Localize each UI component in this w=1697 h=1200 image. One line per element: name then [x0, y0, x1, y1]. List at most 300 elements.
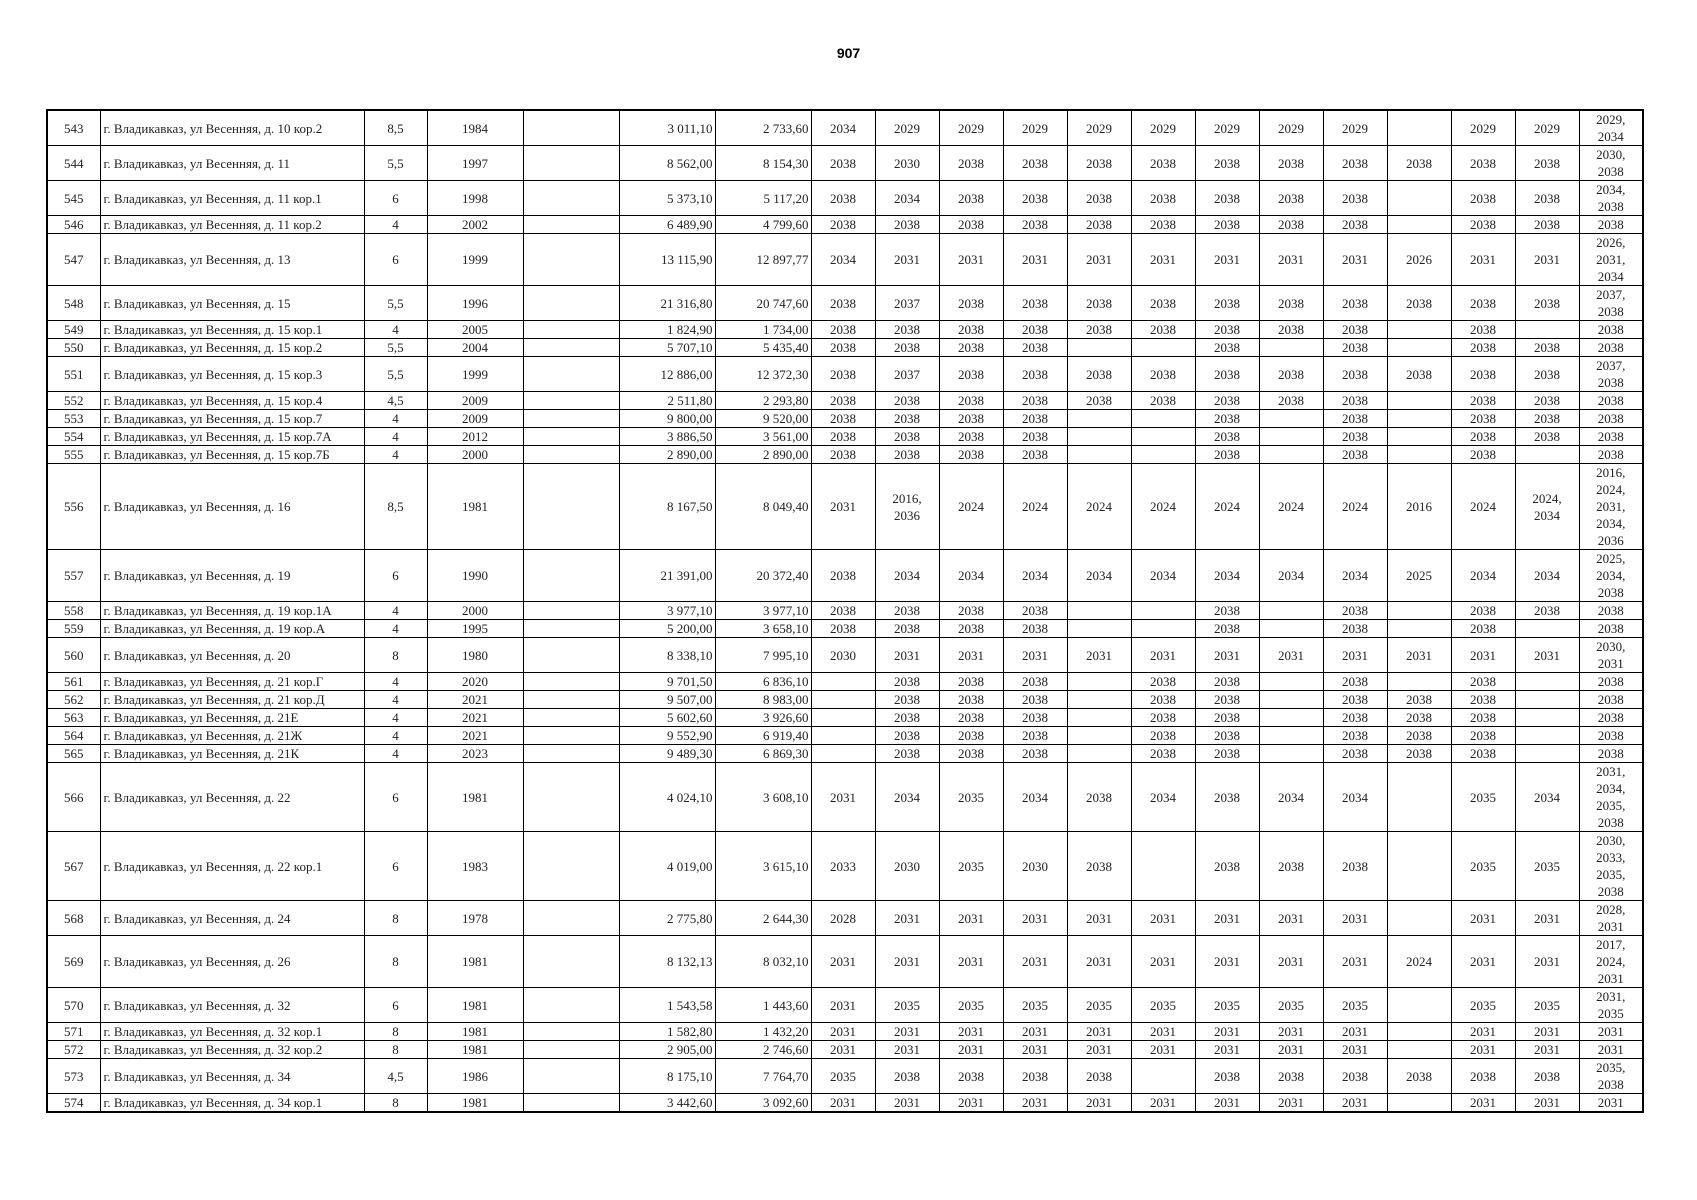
- work-year-cell: 2038: [1451, 428, 1515, 446]
- build-year-cell: 1981: [427, 936, 523, 988]
- row-number-cell: 546: [47, 216, 100, 234]
- work-year-cell: 2038: [939, 428, 1003, 446]
- total-area-cell: 2 905,00: [619, 1041, 715, 1059]
- work-year-cell: [1131, 446, 1195, 464]
- work-year-cell: 2038: [1451, 286, 1515, 321]
- work-year-cell: 2031: [939, 936, 1003, 988]
- work-year-cell: 2029: [875, 110, 939, 146]
- work-year-cell: 2038: [1067, 763, 1131, 832]
- work-year-cell: 2038: [1451, 709, 1515, 727]
- work-year-cell: 2038: [1579, 709, 1643, 727]
- total-area-cell: 8 562,00: [619, 146, 715, 181]
- work-year-cell: 2038: [811, 321, 875, 339]
- work-year-cell: [811, 673, 875, 691]
- address-cell: г. Владикавказ, ул Весенняя, д. 21 кор.Г: [100, 673, 364, 691]
- work-year-cell: 2038: [1515, 339, 1579, 357]
- work-year-cell: 2038: [811, 428, 875, 446]
- work-year-cell: 2035: [811, 1059, 875, 1094]
- work-year-cell: 2038: [811, 216, 875, 234]
- build-year-cell: 1996: [427, 286, 523, 321]
- work-year-cell: 2031: [1131, 936, 1195, 988]
- floors-cell: 4,5: [364, 1059, 427, 1094]
- living-area-cell: 2 890,00: [715, 446, 811, 464]
- floors-cell: 4: [364, 673, 427, 691]
- work-year-cell: 2038: [1323, 357, 1387, 392]
- address-cell: г. Владикавказ, ул Весенняя, д. 21Е: [100, 709, 364, 727]
- work-year-cell: 2037, 2038: [1579, 286, 1643, 321]
- work-year-cell: 2035: [1515, 988, 1579, 1023]
- living-area-cell: 3 608,10: [715, 763, 811, 832]
- work-year-cell: 2038: [1195, 146, 1259, 181]
- work-year-cell: 2029: [1003, 110, 1067, 146]
- blank-cell: [523, 620, 619, 638]
- work-year-cell: 2035: [1259, 988, 1323, 1023]
- work-year-cell: 2038: [1259, 357, 1323, 392]
- work-year-cell: 2038: [1067, 286, 1131, 321]
- work-year-cell: 2038: [1515, 392, 1579, 410]
- work-year-cell: [1515, 709, 1579, 727]
- work-year-cell: 2034: [1451, 550, 1515, 602]
- work-year-cell: 2038: [1579, 410, 1643, 428]
- work-year-cell: 2038: [1579, 620, 1643, 638]
- floors-cell: 4: [364, 428, 427, 446]
- table-row: [47, 357, 1643, 392]
- build-year-cell: 1981: [427, 1041, 523, 1059]
- work-year-cell: 2024: [939, 464, 1003, 550]
- total-area-cell: 9 701,50: [619, 673, 715, 691]
- total-area-cell: 3 886,50: [619, 428, 715, 446]
- work-year-cell: [1067, 727, 1131, 745]
- work-year-cell: 2038: [875, 339, 939, 357]
- work-year-cell: 2038: [1195, 339, 1259, 357]
- work-year-cell: 2038: [1003, 727, 1067, 745]
- work-year-cell: [1515, 321, 1579, 339]
- work-year-cell: 2038: [1003, 1059, 1067, 1094]
- work-year-cell: 2031: [1451, 901, 1515, 936]
- work-year-cell: [1387, 901, 1451, 936]
- blank-cell: [523, 1041, 619, 1059]
- work-year-cell: [811, 727, 875, 745]
- work-year-cell: [1259, 339, 1323, 357]
- work-year-cell: 2031: [939, 638, 1003, 673]
- work-year-cell: 2034: [1259, 550, 1323, 602]
- row-number-cell: 572: [47, 1041, 100, 1059]
- work-year-cell: 2031: [1067, 1023, 1131, 1041]
- work-year-cell: 2029: [1131, 110, 1195, 146]
- total-area-cell: 1 824,90: [619, 321, 715, 339]
- work-year-cell: [1515, 446, 1579, 464]
- living-area-cell: 20 372,40: [715, 550, 811, 602]
- work-year-cell: [1387, 673, 1451, 691]
- work-year-cell: 2024: [1195, 464, 1259, 550]
- row-number-cell: 548: [47, 286, 100, 321]
- blank-cell: [523, 901, 619, 936]
- work-year-cell: 2031: [1259, 1041, 1323, 1059]
- address-cell: г. Владикавказ, ул Весенняя, д. 15 кор.1: [100, 321, 364, 339]
- address-cell: г. Владикавказ, ул Весенняя, д. 34 кор.1: [100, 1094, 364, 1113]
- work-year-cell: 2030: [875, 146, 939, 181]
- work-year-cell: 2031: [1195, 638, 1259, 673]
- work-year-cell: 2016, 2036: [875, 464, 939, 550]
- build-year-cell: 1984: [427, 110, 523, 146]
- work-year-cell: 2038: [811, 550, 875, 602]
- work-year-cell: 2035, 2038: [1579, 1059, 1643, 1094]
- table-row: [47, 691, 1643, 709]
- work-year-cell: 2031: [1515, 1041, 1579, 1059]
- work-year-cell: 2033: [811, 832, 875, 901]
- work-year-cell: 2031: [875, 234, 939, 286]
- build-year-cell: 1999: [427, 234, 523, 286]
- row-number-cell: 556: [47, 464, 100, 550]
- work-year-cell: 2031: [1067, 1094, 1131, 1113]
- build-year-cell: 1981: [427, 988, 523, 1023]
- work-year-cell: 2038: [875, 1059, 939, 1094]
- work-year-cell: 2035: [1451, 988, 1515, 1023]
- table-row: [47, 936, 1643, 988]
- work-year-cell: [1067, 410, 1131, 428]
- work-year-cell: 2031: [1131, 1041, 1195, 1059]
- work-year-cell: [1067, 673, 1131, 691]
- work-year-cell: 2031: [811, 936, 875, 988]
- work-year-cell: 2031: [1323, 1023, 1387, 1041]
- floors-cell: 6: [364, 832, 427, 901]
- work-year-cell: 2031: [1195, 936, 1259, 988]
- floors-cell: 4: [364, 321, 427, 339]
- work-year-cell: 2038: [811, 286, 875, 321]
- work-year-cell: 2031: [939, 1094, 1003, 1113]
- work-year-cell: 2031: [1003, 936, 1067, 988]
- work-year-cell: 2038: [1323, 392, 1387, 410]
- work-year-cell: 2035: [1515, 832, 1579, 901]
- floors-cell: 4: [364, 709, 427, 727]
- work-year-cell: 2038: [939, 216, 1003, 234]
- work-year-cell: 2038: [1067, 181, 1131, 216]
- work-year-cell: 2038: [939, 709, 1003, 727]
- work-year-cell: 2038: [1579, 602, 1643, 620]
- work-year-cell: 2038: [875, 410, 939, 428]
- total-area-cell: 12 886,00: [619, 357, 715, 392]
- work-year-cell: 2031: [1067, 901, 1131, 936]
- work-year-cell: [811, 709, 875, 727]
- floors-cell: 4: [364, 446, 427, 464]
- total-area-cell: 21 391,00: [619, 550, 715, 602]
- table-row: [47, 709, 1643, 727]
- work-year-cell: 2031: [1067, 1041, 1131, 1059]
- blank-cell: [523, 357, 619, 392]
- work-year-cell: 2031: [1131, 901, 1195, 936]
- work-year-cell: 2038: [1387, 691, 1451, 709]
- address-cell: г. Владикавказ, ул Весенняя, д. 11 кор.2: [100, 216, 364, 234]
- work-year-cell: 2037: [875, 286, 939, 321]
- work-year-cell: 2031: [875, 1041, 939, 1059]
- work-year-cell: 2024: [1131, 464, 1195, 550]
- work-year-cell: 2038: [1003, 286, 1067, 321]
- work-year-cell: 2030, 2031: [1579, 638, 1643, 673]
- work-year-cell: 2038: [1579, 727, 1643, 745]
- work-year-cell: 2034: [1195, 550, 1259, 602]
- work-year-cell: 2038: [811, 620, 875, 638]
- work-year-cell: [1067, 339, 1131, 357]
- work-year-cell: 2031: [1515, 936, 1579, 988]
- work-year-cell: 2038: [1003, 446, 1067, 464]
- work-year-cell: 2038: [939, 339, 1003, 357]
- build-year-cell: 2000: [427, 446, 523, 464]
- work-year-cell: 2038: [1323, 673, 1387, 691]
- work-year-cell: 2034: [1515, 550, 1579, 602]
- work-year-cell: 2038: [939, 727, 1003, 745]
- row-number-cell: 571: [47, 1023, 100, 1041]
- living-area-cell: 8 049,40: [715, 464, 811, 550]
- build-year-cell: 2021: [427, 727, 523, 745]
- floors-cell: 4: [364, 727, 427, 745]
- work-year-cell: 2031: [1003, 901, 1067, 936]
- work-year-cell: 2038: [875, 691, 939, 709]
- work-year-cell: 2031: [1259, 638, 1323, 673]
- work-year-cell: 2031: [1451, 1094, 1515, 1113]
- living-area-cell: 2 733,60: [715, 110, 811, 146]
- table-row: [47, 1094, 1643, 1113]
- work-year-cell: 2038: [939, 602, 1003, 620]
- table-row: [47, 286, 1643, 321]
- work-year-cell: 2038: [1131, 691, 1195, 709]
- work-year-cell: 2038: [939, 286, 1003, 321]
- work-year-cell: 2038: [1579, 446, 1643, 464]
- blank-cell: [523, 709, 619, 727]
- work-year-cell: 2038: [1451, 727, 1515, 745]
- build-year-cell: 2023: [427, 745, 523, 763]
- work-year-cell: 2034: [1131, 763, 1195, 832]
- work-year-cell: 2031: [939, 234, 1003, 286]
- work-year-cell: 2031: [1131, 234, 1195, 286]
- work-year-cell: 2031: [1195, 1023, 1259, 1041]
- floors-cell: 5,5: [364, 357, 427, 392]
- blank-cell: [523, 602, 619, 620]
- work-year-cell: 2038: [1515, 216, 1579, 234]
- total-area-cell: 5 602,60: [619, 709, 715, 727]
- work-year-cell: 2038: [811, 339, 875, 357]
- work-year-cell: 2038: [1131, 392, 1195, 410]
- work-year-cell: [1259, 410, 1323, 428]
- work-year-cell: 2029: [1323, 110, 1387, 146]
- floors-cell: 5,5: [364, 339, 427, 357]
- work-year-cell: 2026, 2031, 2034: [1579, 234, 1643, 286]
- work-year-cell: 2038: [1067, 392, 1131, 410]
- work-year-cell: 2024: [1387, 936, 1451, 988]
- work-year-cell: [1067, 745, 1131, 763]
- work-year-cell: 2031: [811, 1041, 875, 1059]
- floors-cell: 6: [364, 988, 427, 1023]
- blank-cell: [523, 110, 619, 146]
- work-year-cell: 2035: [939, 832, 1003, 901]
- work-year-cell: 2038: [1451, 691, 1515, 709]
- total-area-cell: 8 175,10: [619, 1059, 715, 1094]
- work-year-cell: [1259, 745, 1323, 763]
- work-year-cell: 2038: [1323, 216, 1387, 234]
- work-year-cell: 2031: [1451, 1023, 1515, 1041]
- build-year-cell: 1986: [427, 1059, 523, 1094]
- work-year-cell: 2038: [1003, 392, 1067, 410]
- work-year-cell: 2037, 2038: [1579, 357, 1643, 392]
- work-year-cell: 2038: [811, 146, 875, 181]
- total-area-cell: 6 489,90: [619, 216, 715, 234]
- work-year-cell: 2034: [875, 763, 939, 832]
- total-area-cell: 8 132,13: [619, 936, 715, 988]
- work-year-cell: 2038: [1451, 410, 1515, 428]
- work-year-cell: 2038: [1579, 216, 1643, 234]
- work-year-cell: 2038: [1323, 446, 1387, 464]
- work-year-cell: 2035: [1003, 988, 1067, 1023]
- work-year-cell: 2038: [1067, 321, 1131, 339]
- work-year-cell: 2031, 2035: [1579, 988, 1643, 1023]
- build-year-cell: 1981: [427, 1023, 523, 1041]
- address-cell: г. Владикавказ, ул Весенняя, д. 22 кор.1: [100, 832, 364, 901]
- floors-cell: 8,5: [364, 110, 427, 146]
- floors-cell: 8: [364, 1023, 427, 1041]
- work-year-cell: 2035: [1451, 832, 1515, 901]
- work-year-cell: 2038: [1195, 286, 1259, 321]
- table-row: [47, 673, 1643, 691]
- work-year-cell: 2031: [875, 901, 939, 936]
- work-year-cell: 2038: [1067, 146, 1131, 181]
- total-area-cell: 8 167,50: [619, 464, 715, 550]
- row-number-cell: 562: [47, 691, 100, 709]
- living-area-cell: 2 644,30: [715, 901, 811, 936]
- row-number-cell: 552: [47, 392, 100, 410]
- work-year-cell: [1387, 602, 1451, 620]
- living-area-cell: 3 658,10: [715, 620, 811, 638]
- row-number-cell: 551: [47, 357, 100, 392]
- living-area-cell: 8 154,30: [715, 146, 811, 181]
- row-number-cell: 569: [47, 936, 100, 988]
- work-year-cell: 2038: [875, 216, 939, 234]
- living-area-cell: 1 734,00: [715, 321, 811, 339]
- work-year-cell: 2029: [1195, 110, 1259, 146]
- work-year-cell: 2031: [1323, 1041, 1387, 1059]
- work-year-cell: 2038: [1579, 321, 1643, 339]
- work-year-cell: 2038: [1195, 709, 1259, 727]
- work-year-cell: 2035: [875, 988, 939, 1023]
- table-row: [47, 339, 1643, 357]
- work-year-cell: 2017, 2024, 2031: [1579, 936, 1643, 988]
- work-year-cell: 2034: [1003, 763, 1067, 832]
- work-year-cell: 2031: [1259, 234, 1323, 286]
- work-year-cell: 2038: [1323, 709, 1387, 727]
- work-year-cell: 2034: [1131, 550, 1195, 602]
- row-number-cell: 561: [47, 673, 100, 691]
- blank-cell: [523, 321, 619, 339]
- table-row: [47, 428, 1643, 446]
- work-year-cell: 2031: [1003, 1023, 1067, 1041]
- work-year-cell: 2031: [1259, 1094, 1323, 1113]
- living-area-cell: 5 117,20: [715, 181, 811, 216]
- work-year-cell: 2038: [1323, 339, 1387, 357]
- address-cell: г. Владикавказ, ул Весенняя, д. 15 кор.3: [100, 357, 364, 392]
- address-cell: г. Владикавказ, ул Весенняя, д. 11: [100, 146, 364, 181]
- blank-cell: [523, 410, 619, 428]
- work-year-cell: 2038: [1003, 428, 1067, 446]
- work-year-cell: 2031: [1131, 1094, 1195, 1113]
- blank-cell: [523, 763, 619, 832]
- table-row: [47, 446, 1643, 464]
- address-cell: г. Владикавказ, ул Весенняя, д. 15 кор.7: [100, 410, 364, 428]
- work-year-cell: 2038: [1259, 181, 1323, 216]
- work-year-cell: 2038: [1003, 146, 1067, 181]
- build-year-cell: 1983: [427, 832, 523, 901]
- table-row: [47, 146, 1643, 181]
- work-year-cell: [1515, 727, 1579, 745]
- work-year-cell: [1387, 339, 1451, 357]
- work-year-cell: 2038: [1003, 673, 1067, 691]
- work-year-cell: 2038: [1451, 321, 1515, 339]
- work-year-cell: 2031: [1259, 936, 1323, 988]
- address-cell: г. Владикавказ, ул Весенняя, д. 13: [100, 234, 364, 286]
- work-year-cell: [1131, 1059, 1195, 1094]
- work-year-cell: [1131, 428, 1195, 446]
- row-number-cell: 553: [47, 410, 100, 428]
- work-year-cell: 2031: [1003, 1041, 1067, 1059]
- living-area-cell: 4 799,60: [715, 216, 811, 234]
- work-year-cell: [1515, 691, 1579, 709]
- work-year-cell: 2038: [1515, 428, 1579, 446]
- build-year-cell: 1998: [427, 181, 523, 216]
- address-cell: г. Владикавказ, ул Весенняя, д. 16: [100, 464, 364, 550]
- work-year-cell: [1067, 428, 1131, 446]
- work-year-cell: 2025: [1387, 550, 1451, 602]
- work-year-cell: 2038: [1515, 602, 1579, 620]
- work-year-cell: 2038: [1195, 832, 1259, 901]
- row-number-cell: 573: [47, 1059, 100, 1094]
- row-number-cell: 563: [47, 709, 100, 727]
- work-year-cell: 2031: [1579, 1023, 1643, 1041]
- blank-cell: [523, 832, 619, 901]
- floors-cell: 6: [364, 234, 427, 286]
- work-year-cell: 2029: [1067, 110, 1131, 146]
- blank-cell: [523, 1094, 619, 1113]
- total-area-cell: 2 890,00: [619, 446, 715, 464]
- work-year-cell: 2031: [811, 1094, 875, 1113]
- work-year-cell: [1387, 410, 1451, 428]
- address-cell: г. Владикавказ, ул Весенняя, д. 15 кор.7Б: [100, 446, 364, 464]
- living-area-cell: 12 372,30: [715, 357, 811, 392]
- work-year-cell: 2038: [1451, 1059, 1515, 1094]
- work-year-cell: [1259, 602, 1323, 620]
- work-year-cell: 2031: [1195, 234, 1259, 286]
- work-year-cell: 2038: [811, 446, 875, 464]
- work-year-cell: 2038: [1579, 339, 1643, 357]
- address-cell: г. Владикавказ, ул Весенняя, д. 26: [100, 936, 364, 988]
- build-year-cell: 2021: [427, 709, 523, 727]
- blank-cell: [523, 988, 619, 1023]
- work-year-cell: 2038: [1003, 181, 1067, 216]
- build-year-cell: 2009: [427, 410, 523, 428]
- blank-cell: [523, 691, 619, 709]
- work-year-cell: 2038: [1515, 1059, 1579, 1094]
- work-year-cell: 2038: [939, 673, 1003, 691]
- work-year-cell: 2025, 2034, 2038: [1579, 550, 1643, 602]
- living-area-cell: 6 919,40: [715, 727, 811, 745]
- work-year-cell: 2038: [1259, 146, 1323, 181]
- address-cell: г. Владикавказ, ул Весенняя, д. 19 кор.1А: [100, 602, 364, 620]
- work-year-cell: 2031: [1451, 234, 1515, 286]
- build-year-cell: 2012: [427, 428, 523, 446]
- work-year-cell: 2038: [811, 357, 875, 392]
- work-year-cell: 2038: [1451, 392, 1515, 410]
- work-year-cell: 2024: [1451, 464, 1515, 550]
- work-year-cell: 2038: [811, 181, 875, 216]
- row-number-cell: 549: [47, 321, 100, 339]
- work-year-cell: 2038: [1067, 357, 1131, 392]
- work-year-cell: 2034: [1323, 550, 1387, 602]
